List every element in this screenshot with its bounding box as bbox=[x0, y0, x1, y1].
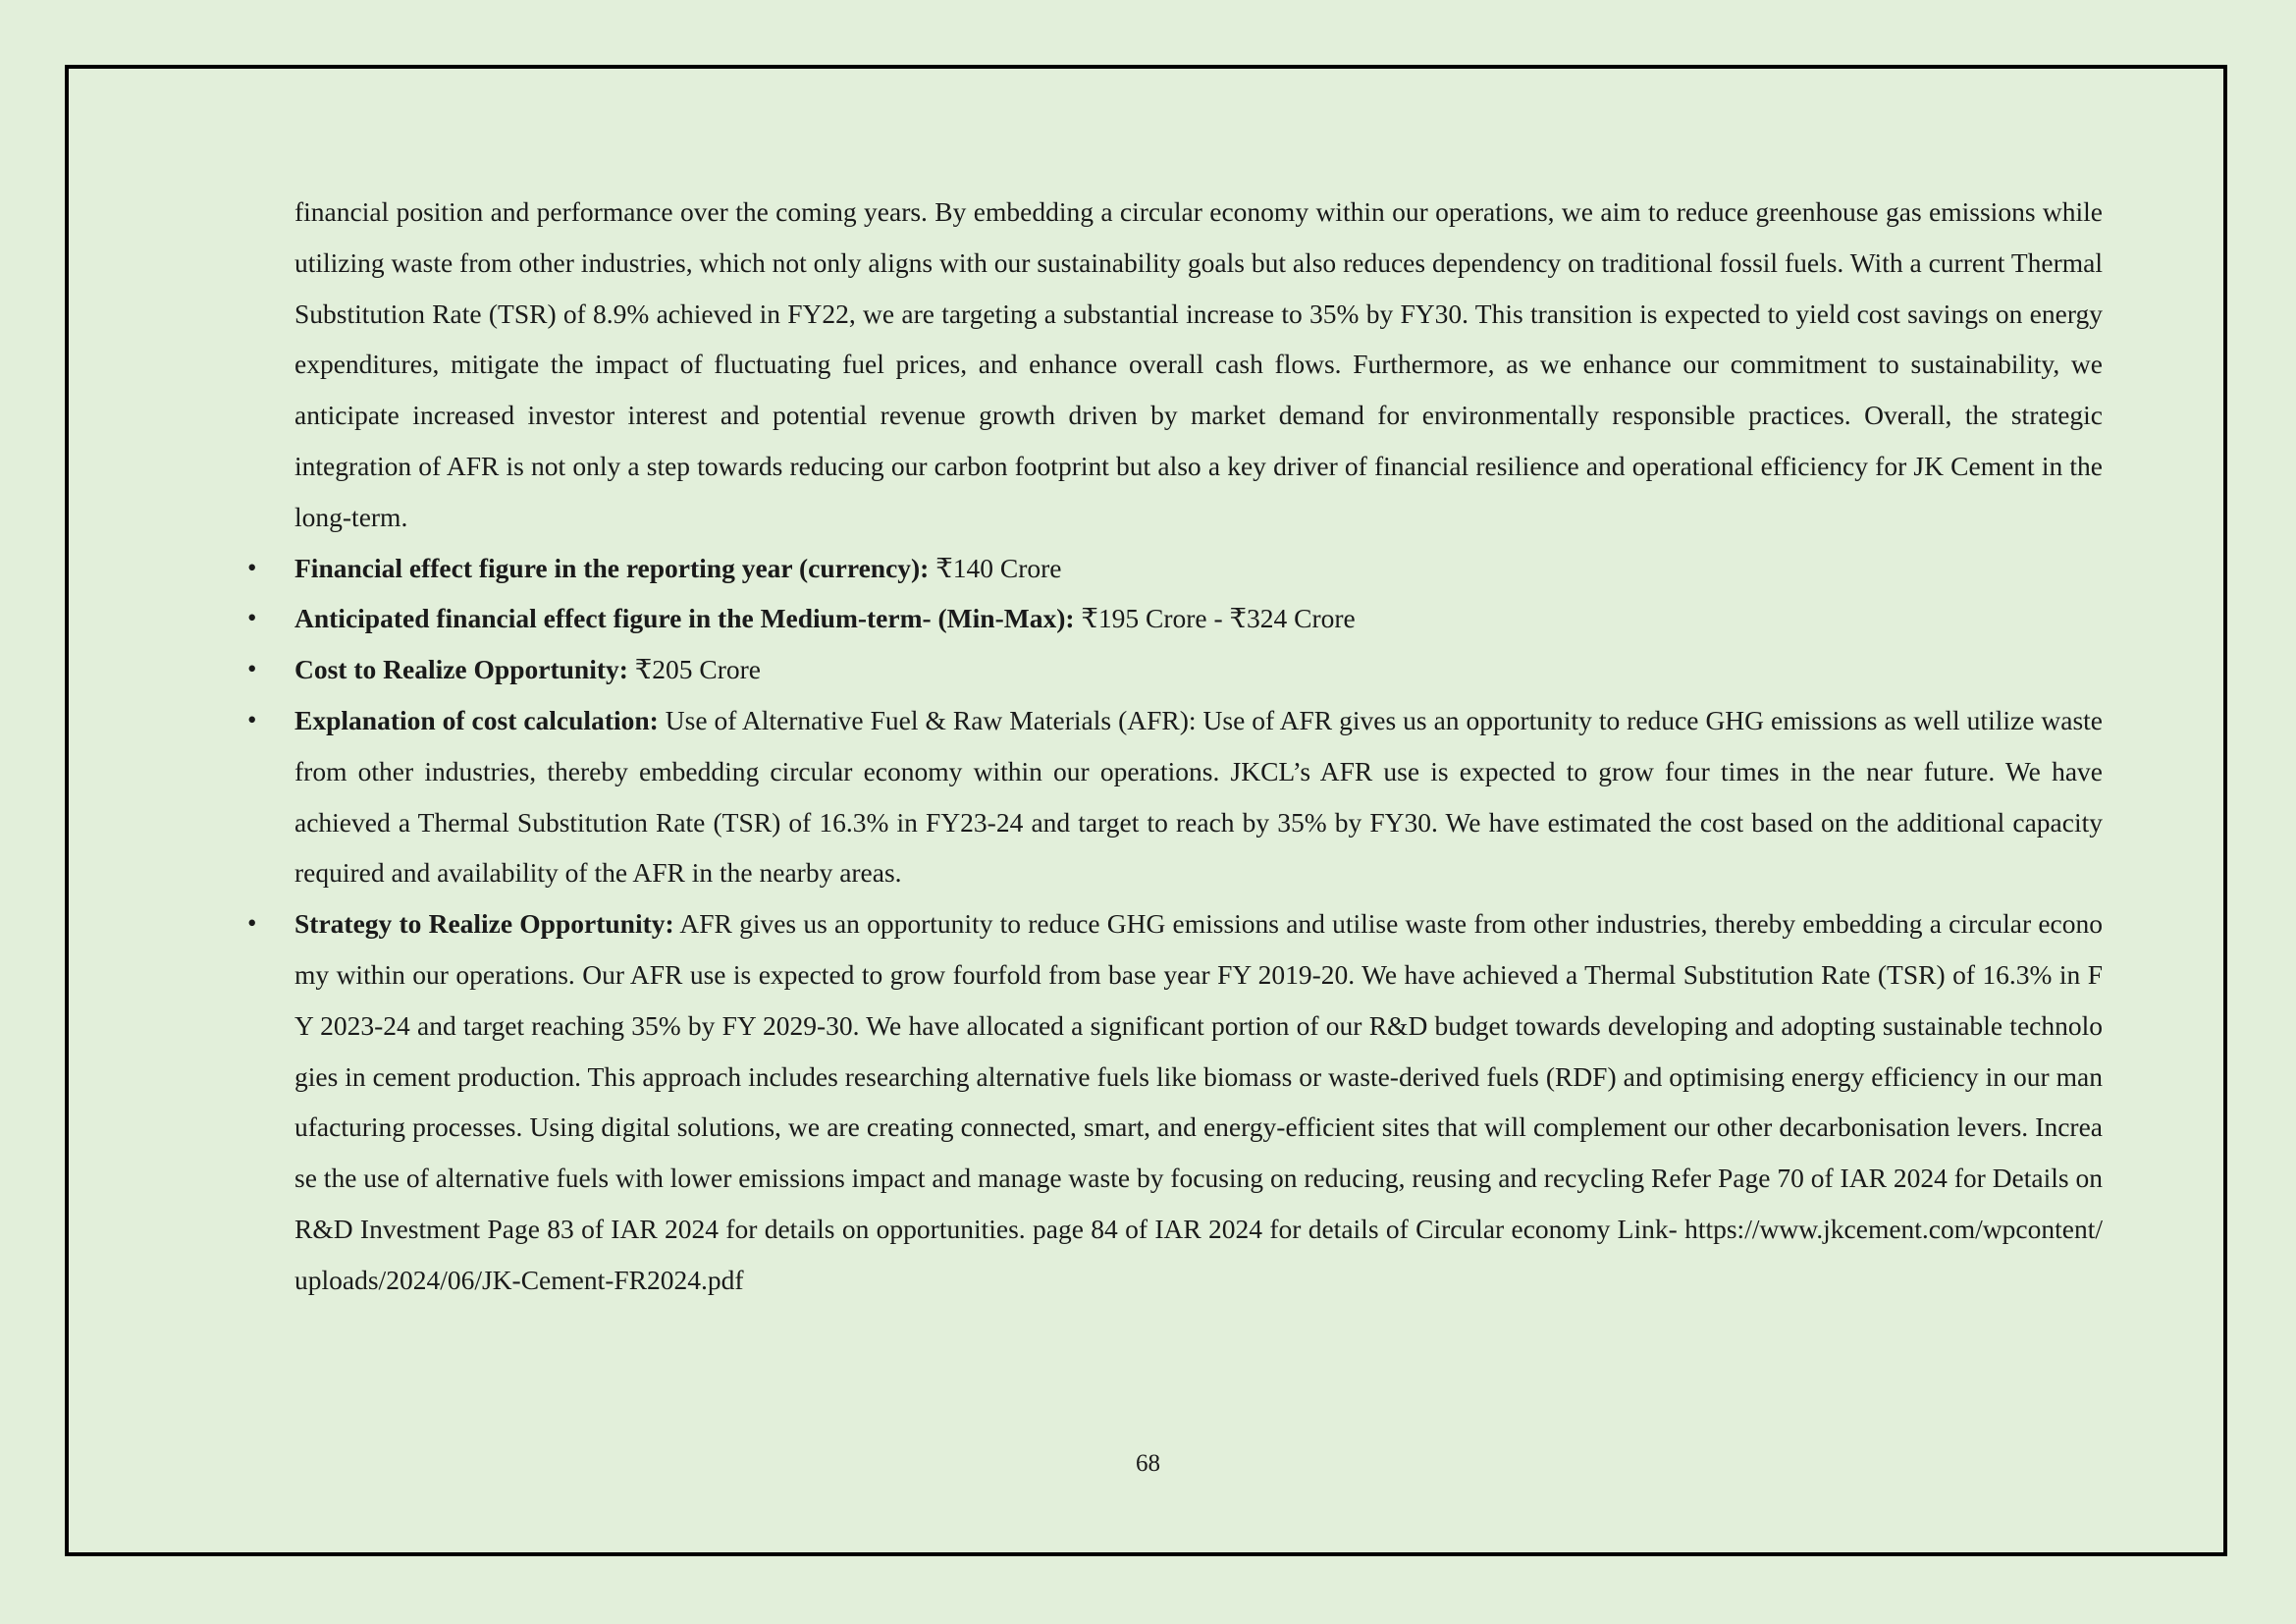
bullet-list bbox=[247, 543, 2104, 1306]
bullet-label: Strategy to Realize Opportunity: bbox=[294, 908, 674, 940]
list-item bbox=[247, 593, 2103, 644]
bullet-icon: • bbox=[247, 603, 257, 633]
list-item bbox=[247, 695, 2104, 898]
bullet-icon: • bbox=[247, 654, 257, 684]
bullet-text: ₹195 Crore - ₹324 Crore bbox=[1074, 603, 1356, 634]
list-item bbox=[247, 543, 2103, 594]
bullet-icon: • bbox=[247, 908, 257, 939]
bullet-label: Financial effect figure in the reporting year (currency): bbox=[294, 552, 930, 583]
bullet-label: Cost to Realize Opportunity: bbox=[294, 654, 628, 685]
bullet-text: ₹205 Crore bbox=[627, 654, 762, 685]
bullet-icon: • bbox=[247, 552, 257, 582]
intro-paragraph: financial position and performance over the coming years. By embedding a circular economy within our operations, we aim to reduce greenhouse gas emissions while utilizing waste from other industries, which not only aligns with our sustainability goals but also reduces dependency on traditional fossil fuels. With a current Thermal Substitution Rate (TSR) of 8.9% achieved in FY22, we are targeting a substantial increase to 35% by FY30. This transition is expected to yield cost savings on energy expenditures, mitigate the impact of fluctuating fuel prices, and enhance overall cash flows. Furthermore, as we enhance our commitment to sustainability, we anticipate increased investor interest and potential revenue growth driven by market demand for environmentally responsible practices. Overall, the strategic integration of AFR is not only a step towards reducing our carbon footprint but also a key driver of financial resilience and operational efficiency for JK Cement in the long-term. bbox=[294, 196, 2103, 532]
bullet-text: Use of Alternative Fuel & Raw Materials (AFR): Use of AFR gives us an opportunity to reduce GHG emissions as well utilize waste from other industries, thereby embedding circular economy within our operations. JKCL’s AFR use is expected to grow four times in the near future. We have achieved a Thermal Substitution Rate (TSR) of 16.3% in FY23-24 and target to reach by 35% by FY30. We have estimated the cost based on the additional capacity required and availability of the AFR in the nearby areas. bbox=[294, 704, 2104, 889]
bullet-label: Explanation of cost calculation: bbox=[294, 704, 659, 735]
bullet-text: ₹140 Crore bbox=[929, 552, 1062, 583]
bullet-text: AFR gives us an opportunity to reduce GHG emissions and utilise waste from other industries, thereby embedding a circular economy within our operations. Our AFR use is expected to grow fourfold from base year FY 2019-20. We have achieved a Thermal Substitution Rate (TSR) of 16.3% in FY 2023-24 and target reaching 35% by FY 2029-30. We have allocated a significant portion of our R&D budget towards developing and adopting sustainable technologies in cement production. This approach includes researching alternative fuels like biomass or waste-derived fuels (RDF) and optimising energy efficiency in our manufacturing processes. Using digital solutions, we are creating connected, smart, and energy-efficient sites that will complement our other decarbonisation levers. Increase the use of alternative fuels with lower emissions impact and manage waste by focusing on reducing, reusing and recycling Refer Page 70 of IAR 2024 for Details on R&D Investment Page 83 of IAR 2024 for details on opportunities. page 84 of IAR 2024 for details of Circular economy Link- https://www.jkcement.com/wpcontent/uploads/2024/06/JK-Cement-FR2024.pdf bbox=[294, 908, 2103, 1295]
list-item bbox=[247, 898, 2103, 1305]
page-number: 68 bbox=[1136, 1450, 1160, 1477]
bullet-icon: • bbox=[247, 704, 257, 734]
bullet-label: Anticipated financial effect figure in the Medium-term- (Min-Max): bbox=[294, 603, 1075, 634]
document-body bbox=[247, 187, 2104, 1306]
list-item bbox=[247, 644, 2103, 695]
